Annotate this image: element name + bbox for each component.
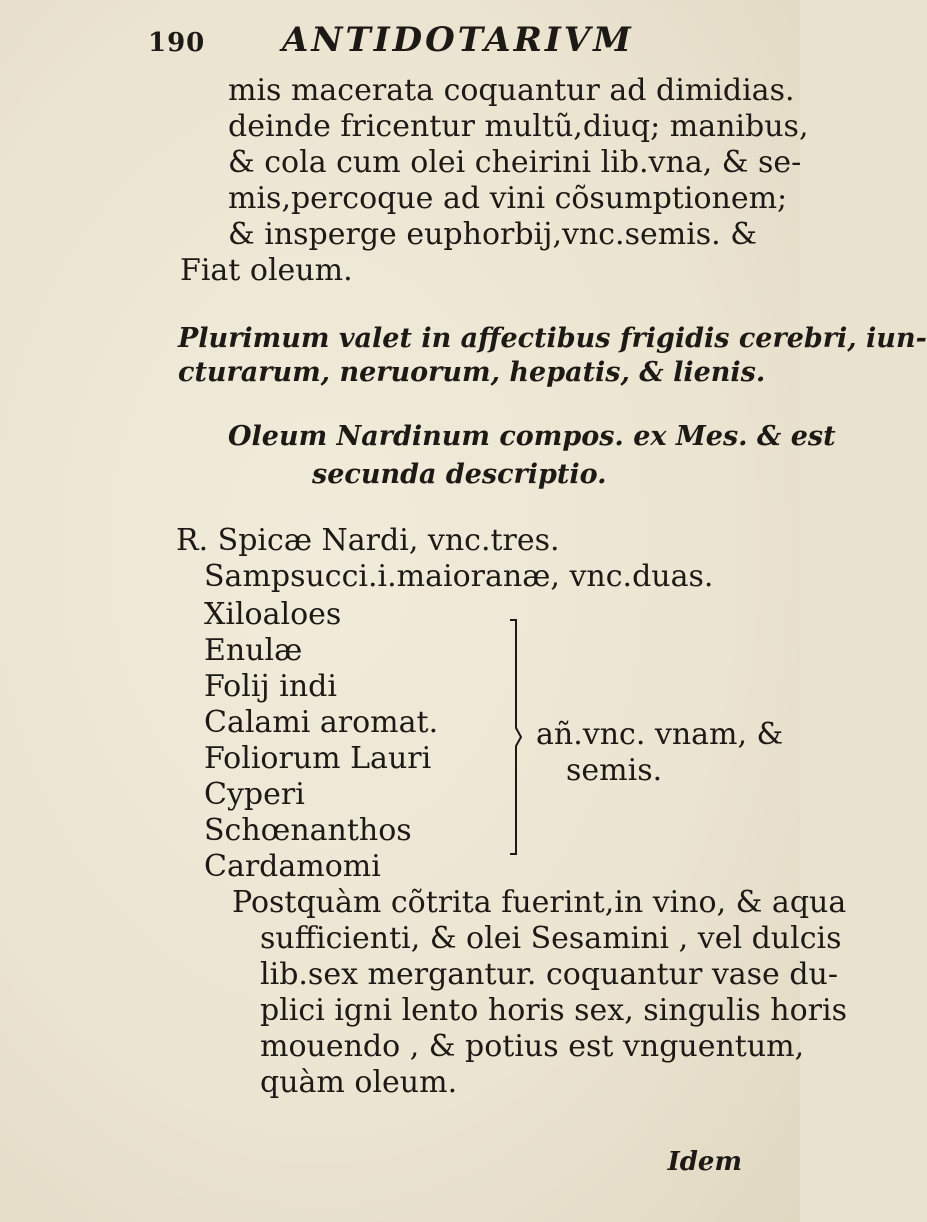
recipe-line: Sampsucci.i.maioranæ, vnc.duas. — [204, 559, 714, 594]
recipe-title-line: secunda descriptio. — [312, 459, 607, 490]
method-line: lib.sex mergantur. coquantur vase du- — [260, 957, 839, 992]
running-title: ANTIDOTARIVM — [282, 20, 634, 60]
text-line: deinde fricentur multũ,diuq; manibus, — [228, 109, 809, 144]
ingredient-item: Foliorum Lauri — [204, 741, 432, 776]
text-line: Fiat oleum. — [180, 253, 353, 288]
method-line: Postquàm cõtrita fuerint,in vino, & aqua — [232, 885, 847, 920]
ingredient-item: Cyperi — [204, 777, 305, 812]
ingredient-item: Xiloaloes — [204, 597, 342, 632]
virtues-line: Plurimum valet in affectibus frigidis cerebri, iun- — [178, 323, 927, 354]
text-line: & insperge euphorbij,vnc.semis. & — [228, 217, 757, 252]
virtues-line: cturarum, neruorum, hepatis, & lienis. — [178, 357, 766, 388]
ingredient-item: Enulæ — [204, 633, 303, 668]
brace-note-line: semis. — [566, 753, 663, 788]
text-line: mis macerata coquantur ad dimidias. — [228, 73, 795, 108]
method-line: mouendo , & potius est vnguentum, — [260, 1029, 805, 1064]
method-line: plici igni lento horis sex, singulis horis — [260, 993, 847, 1028]
recipe-line: R. Spicæ Nardi, vnc.tres. — [176, 523, 560, 558]
brace-note-line: añ.vnc. vnam, & — [536, 717, 784, 752]
grouping-brace — [508, 618, 522, 856]
text-line: & cola cum olei cheirini lib.vna, & se- — [228, 145, 802, 180]
ingredient-item: Calami aromat. — [204, 705, 439, 740]
recipe-title-line: Oleum Nardinum compos. ex Mes. & est — [228, 421, 836, 452]
ingredient-item: Cardamomi — [204, 849, 381, 884]
method-line: sufficienti, & olei Sesamini , vel dulcis — [260, 921, 842, 956]
page-number: 190 — [148, 28, 206, 58]
catchword: Idem — [667, 1147, 742, 1177]
text-line: mis,percoque ad vini cõsumptionem; — [228, 181, 788, 216]
ingredient-item: Folij indi — [204, 669, 337, 704]
method-line: quàm oleum. — [260, 1065, 458, 1100]
ingredient-item: Schœnanthos — [204, 813, 412, 848]
